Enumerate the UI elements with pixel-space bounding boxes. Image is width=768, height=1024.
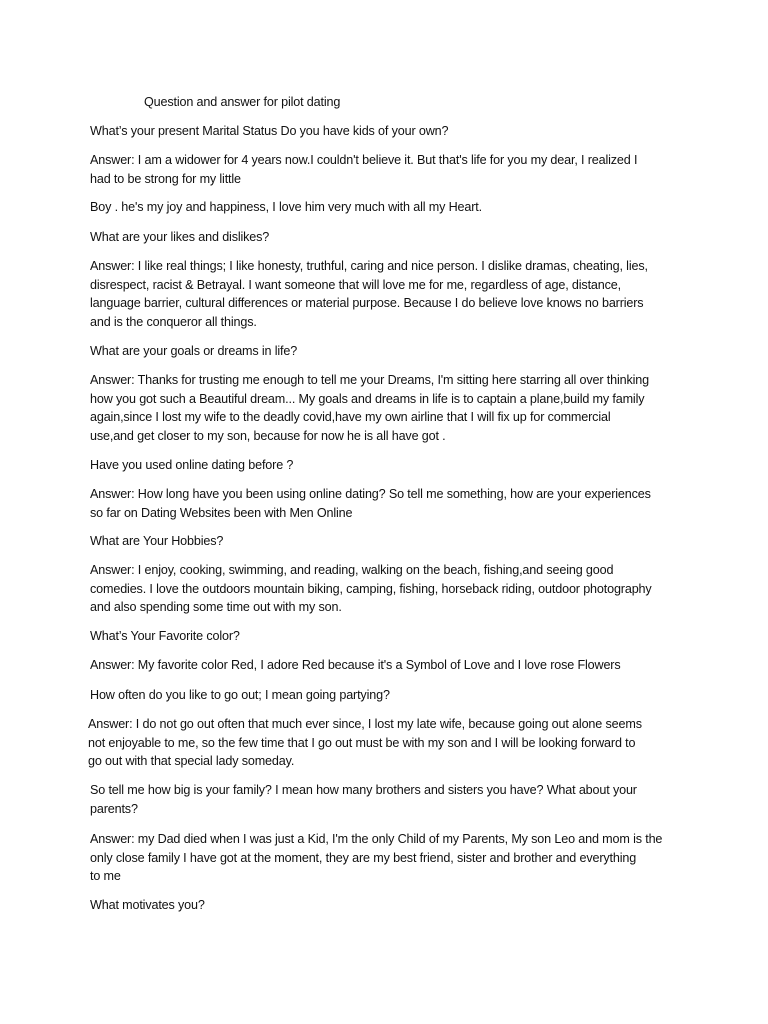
question-paragraph	[90, 781, 680, 818]
text-line: comedies. I love the outdoors mountain biking, camping, fishing, horseback riding, outdoor photography	[90, 581, 652, 596]
question-paragraph	[90, 627, 680, 646]
text-line: What are your goals or dreams in life?	[90, 344, 298, 358]
question-paragraph	[90, 686, 680, 705]
text-line: and also spending some time out with my son.	[90, 600, 342, 615]
question-paragraph	[90, 456, 680, 475]
text-line: language barrier, cultural differences or material purpose. Because I do believe love knows no barriers	[90, 296, 644, 311]
text-line: to me	[90, 869, 121, 884]
question-paragraph	[90, 532, 680, 551]
answer-paragraph	[90, 561, 680, 617]
text-line: go out with that special lady someday.	[88, 754, 295, 769]
answer-paragraph	[90, 656, 680, 675]
text-line: Answer: I enjoy, cooking, swimming, and reading, walking on the beach, fishing,and seeing good	[90, 563, 614, 577]
text-line: What’s Your Favorite color?	[90, 629, 240, 643]
text-line: again,since I lost my wife to the deadly covid,have my own airline that I will fix up for commercial	[90, 410, 611, 425]
text-line: only close family I have got at the moment, they are my best friend, sister and brother and everything	[90, 850, 637, 865]
text-line: What’s your present Marital Status Do you have kids of your own?	[90, 124, 449, 138]
text-line: Answer: Thanks for trusting me enough to tell me your Dreams, I'm sitting here starring all over thinking	[90, 373, 649, 387]
text-line: What motivates you?	[90, 898, 205, 912]
answer-paragraph	[90, 257, 680, 331]
text-line: how you got such a Beautiful dream... My goals and dreams in life is to captain a plane,build my family	[90, 391, 645, 406]
answer-paragraph	[90, 830, 680, 886]
answer-paragraph	[90, 151, 680, 188]
question-paragraph	[90, 228, 680, 247]
text-line: and is the conqueror all things.	[90, 314, 257, 329]
text-line: Answer: my Dad died when I was just a Kid, I'm the only Child of my Parents, My son Leo and mom is the	[90, 832, 663, 846]
text-line: had to be strong for my little	[90, 171, 241, 186]
text-line: What are your likes and dislikes?	[90, 230, 270, 244]
question-paragraph	[90, 896, 680, 915]
text-line: How often do you like to go out; I mean going partying?	[90, 688, 390, 702]
text-line: What are Your Hobbies?	[90, 534, 224, 548]
text-line: Boy . he's my joy and happiness, I love him very much with all my Heart.	[90, 200, 482, 214]
answer-paragraph	[88, 715, 678, 771]
text-line: disrespect, racist & Betrayal. I want someone that will love me for me, regardless of age, distance,	[90, 277, 621, 292]
text-line: Answer: My favorite color Red, I adore Red because it's a Symbol of Love and I love rose Flowers	[90, 658, 621, 672]
text-line: Answer: I do not go out often that much ever since, I lost my late wife, because going out alone seems	[88, 717, 642, 731]
text-line: So tell me how big is your family? I mean how many brothers and sisters you have? What about your	[90, 783, 637, 797]
text-line: Answer: How long have you been using online dating? So tell me something, how are your experiences	[90, 487, 651, 501]
answer-paragraph	[90, 485, 680, 522]
text-line: Answer: I like real things; I like honesty, truthful, caring and nice person. I dislike dramas, cheating, lies,	[90, 259, 648, 273]
text-line: Have you used online dating before ?	[90, 458, 294, 472]
question-paragraph	[90, 342, 680, 361]
text-line: not enjoyable to me, so the few time that I go out must be with my son and I will be looking forward to	[88, 735, 636, 750]
text-line: parents?	[90, 801, 138, 816]
answer-paragraph	[90, 371, 680, 445]
text-line: so far on Dating Websites been with Men Online	[90, 505, 353, 520]
document-title: Question and answer for pilot dating	[144, 95, 341, 109]
answer-paragraph	[90, 198, 680, 217]
question-paragraph	[90, 122, 680, 141]
text-line: use,and get closer to my son, because for now he is all have got .	[90, 428, 446, 443]
text-line: Answer: I am a widower for 4 years now.I couldn't believe it. But that's life for you my dear, I realized I	[90, 153, 638, 167]
